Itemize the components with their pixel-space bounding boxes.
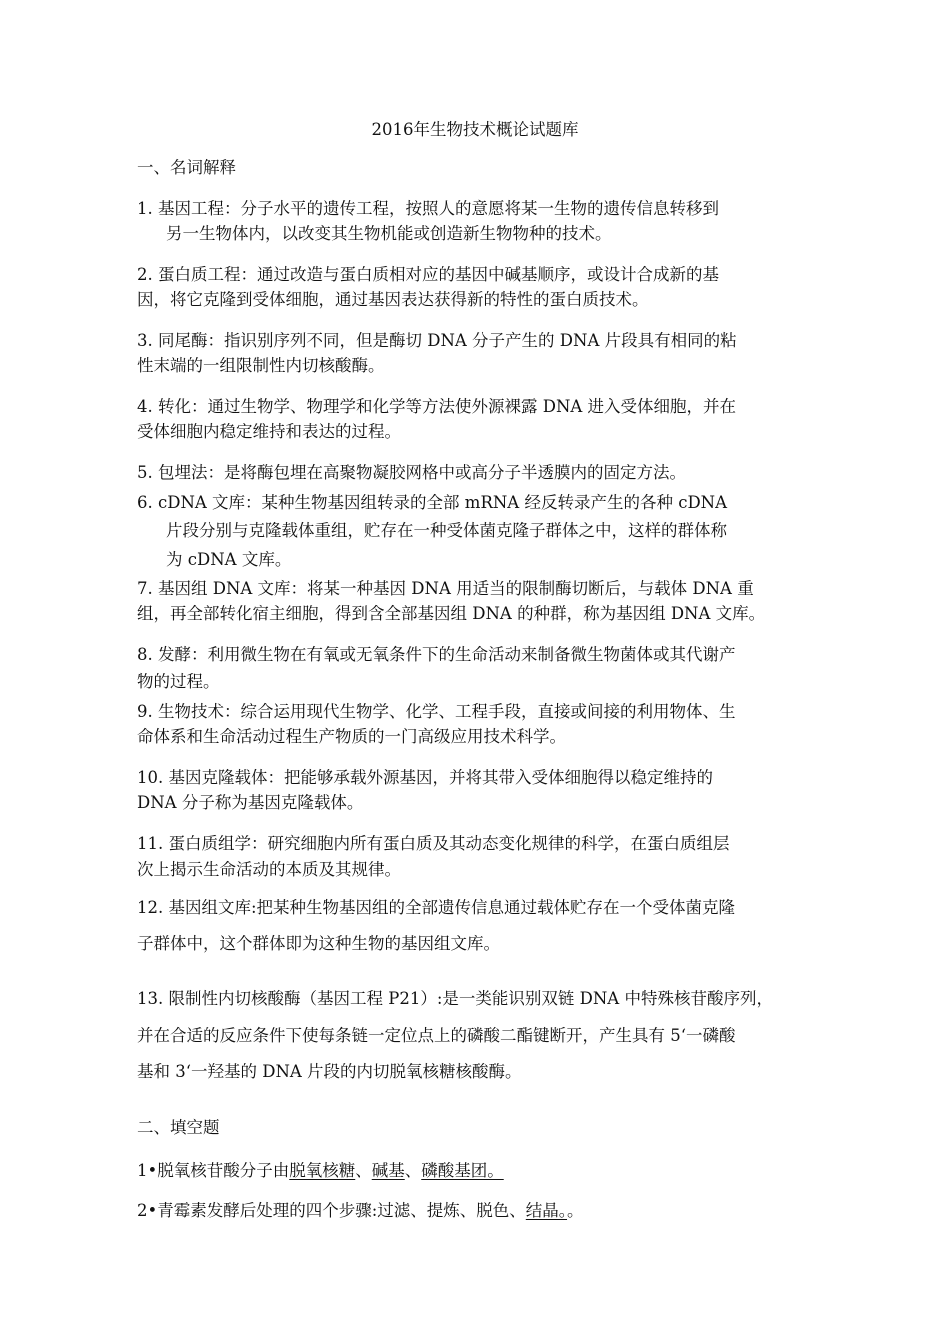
fill-2-suffix: 。 [567,1201,584,1220]
definition-3-line-2: 性末端的一组限制性内切核酸酶。 [137,356,385,375]
definition-2-line-2: 因，将它克隆到受体细胞，通过基因表达获得新的特性的蛋白质技术。 [137,290,649,309]
fill-2-answer-1: 结晶。 [525,1201,568,1220]
section-heading-fill-in: 二、填空题 [137,1118,220,1137]
page-title: 2016年生物技术概论试题库 [371,120,579,139]
definition-11-line-2: 次上揭示生命活动的本质及其规律。 [137,860,401,879]
definition-1-line-2: 另一生物体内，以改变其生物机能或创造新生物物种的技术。 [166,224,612,243]
definition-3-line-1: 3. 同尾酶：指识别序列不同，但是酶切 DNA 分子产生的 DNA 片段具有相同的粘 [137,331,737,350]
fill-1-separator-2: 、 [404,1161,422,1180]
definition-6-line-3: 为 cDNA 文库。 [166,550,292,569]
fill-1-answer-2: 碱基 [371,1161,405,1180]
definition-12-line-1: 12. 基因组文库:把某种生物基因组的全部遗传信息通过载体贮存在一个受体菌克隆 [137,898,736,917]
definition-10-line-2: DNA 分子称为基因克隆载体。 [137,793,364,812]
definition-12-line-2: 子群体中，这个群体即为这种生物的基因组文库。 [137,934,500,953]
definition-4-line-1: 4. 转化：通过生物学、物理学和化学等方法使外源裸露 DNA 进入受体细胞，并在 [137,397,737,416]
definition-10-line-1: 10. 基因克隆载体：把能够承载外源基因，并将其带入受体细胞得以稳定维持的 [137,768,713,787]
definition-9-line-2: 命体系和生命活动过程生产物质的一门高级应用技术科学。 [137,727,566,746]
definition-13-line-2: 并在合适的反应条件下使每条链一定位点上的磷酸二酯键断开，产生具有 5‘一磷酸 [137,1026,736,1045]
definition-4-line-2: 受体细胞内稳定维持和表达的过程。 [137,422,401,441]
definition-13-line-1: 13. 限制性内切核酸酶（基因工程 P21）:是一类能识别双链 DNA 中特殊核苷酸序列， [137,989,773,1008]
definition-7-line-2: 组，再全部转化宿主细胞，得到含全部基因组 DNA 的种群，称为基因组 DNA 文库。 [137,604,766,623]
definition-11-line-1: 11. 蛋白质组学：研究细胞内所有蛋白质及其动态变化规律的科学，在蛋白质组层 [137,834,730,853]
fill-1-prefix: 1•脱氧核苷酸分子由 [137,1161,290,1180]
definition-8-line-1: 8. 发酵：利用微生物在有氧或无氧条件下的生命活动来制备微生物菌体或其代谢产 [137,645,736,664]
fill-question-2 [137,1197,584,1221]
fill-1-separator-1: 、 [355,1161,372,1180]
definition-9-line-1: 9. 生物技术：综合运用现代生物学、化学、工程手段，直接或间接的利用物体、生 [137,702,736,721]
fill-1-answer-3: 磷酸基团。 [421,1161,504,1180]
definition-6-line-1: 6. cDNA 文库：某种生物基因组转录的全部 mRNA 经反转录产生的各种 cDNA [137,493,728,512]
definition-6-line-2: 片段分别与克隆载体重组，贮存在一种受体菌克隆子群体之中，这样的群体称 [166,521,727,540]
definition-1-line-1: 1. 基因工程：分子水平的遗传工程，按照人的意愿将某一生物的遗传信息转移到 [137,199,719,218]
fill-question-1 [137,1157,504,1181]
definition-5-line-1: 5. 包埋法：是将酶包埋在高聚物凝胶网格中或高分子半透膜内的固定方法。 [137,463,686,482]
section-heading-definitions: 一、名词解释 [137,158,236,177]
definition-7-line-1: 7. 基因组 DNA 文库：将某一种基因 DNA 用适当的限制酶切断后，与载体 DNA 重 [137,579,754,598]
fill-1-answer-1: 脱氧核糖 [289,1161,356,1180]
definition-13-line-3: 基和 3‘一羟基的 DNA 片段的内切脱氧核糖核酸酶。 [137,1062,522,1081]
fill-2-prefix: 2•青霉素发酵后处理的四个步骤:过滤、提炼、脱色、 [137,1201,526,1220]
definition-2-line-1: 2. 蛋白质工程：通过改造与蛋白质相对应的基因中碱基顺序，或设计合成新的基 [137,265,719,284]
definition-8-line-2: 物的过程。 [137,672,220,691]
